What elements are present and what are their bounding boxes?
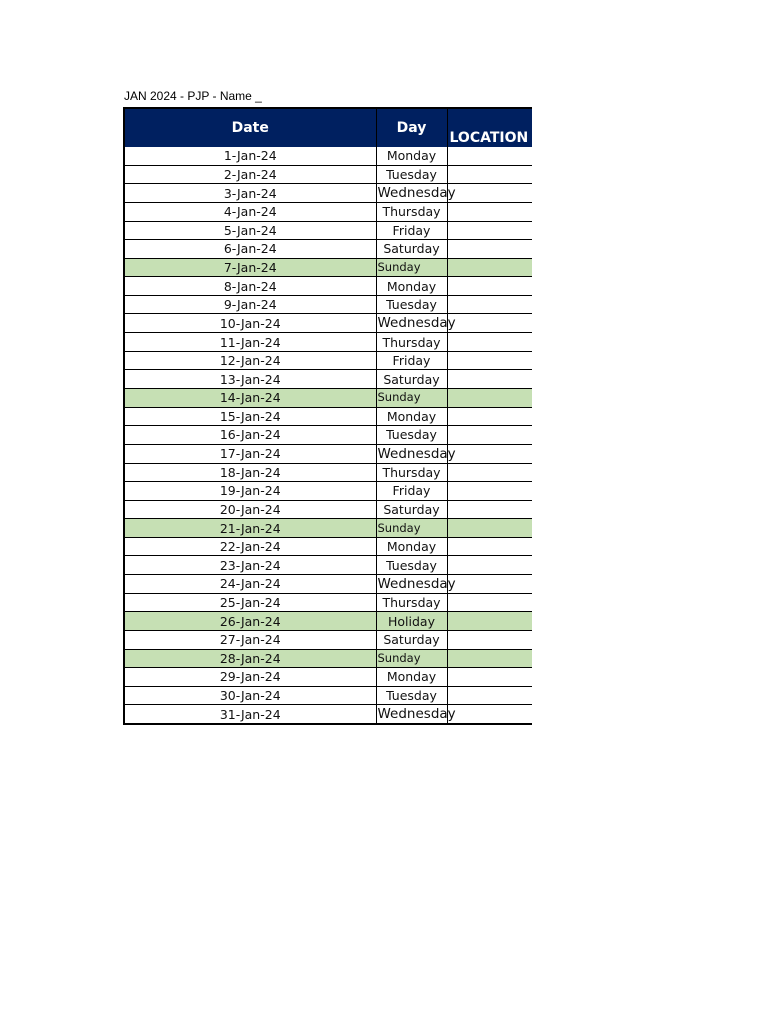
date-cell[interactable]: 5-Jan-24 bbox=[124, 221, 376, 240]
header-row bbox=[124, 108, 532, 147]
location-cell[interactable] bbox=[447, 593, 532, 612]
date-cell[interactable]: 21-Jan-24 bbox=[124, 519, 376, 538]
table-row bbox=[124, 295, 532, 314]
table-row bbox=[124, 314, 532, 333]
day-cell[interactable] bbox=[376, 370, 447, 389]
date-cell[interactable]: 28-Jan-24 bbox=[124, 649, 376, 668]
day-cell[interactable] bbox=[376, 444, 456, 463]
date-cell[interactable]: 30-Jan-24 bbox=[124, 686, 376, 705]
location-cell[interactable] bbox=[447, 574, 532, 593]
table-row bbox=[124, 184, 532, 203]
table-row bbox=[124, 333, 532, 352]
location-cell[interactable] bbox=[447, 500, 532, 519]
location-cell[interactable] bbox=[447, 519, 532, 538]
day-cell[interactable] bbox=[376, 333, 447, 352]
location-cell[interactable] bbox=[447, 258, 532, 277]
day-label: Friday bbox=[392, 222, 431, 238]
table-row bbox=[124, 389, 532, 408]
day-label: Monday bbox=[386, 148, 437, 164]
day-cell[interactable] bbox=[376, 165, 447, 184]
day-cell[interactable] bbox=[376, 351, 447, 370]
day-cell[interactable] bbox=[376, 314, 456, 333]
location-cell[interactable] bbox=[447, 351, 532, 370]
table-row bbox=[124, 203, 532, 222]
location-cell[interactable] bbox=[447, 370, 532, 389]
day-cell[interactable] bbox=[376, 631, 447, 650]
date-cell[interactable]: 4-Jan-24 bbox=[124, 203, 376, 222]
sheet-caption: JAN 2024 - PJP - Name _ bbox=[124, 89, 262, 103]
day-label: Wednesday bbox=[377, 185, 456, 202]
location-cell[interactable] bbox=[447, 407, 532, 426]
day-cell[interactable] bbox=[376, 668, 447, 687]
date-cell[interactable]: 11-Jan-24 bbox=[124, 333, 376, 352]
table-row bbox=[124, 482, 532, 501]
table-row bbox=[124, 221, 532, 240]
location-cell[interactable] bbox=[447, 463, 532, 482]
date-cell[interactable]: 17-Jan-24 bbox=[124, 444, 376, 463]
date-cell[interactable]: 13-Jan-24 bbox=[124, 370, 376, 389]
date-cell[interactable]: 2-Jan-24 bbox=[124, 165, 376, 184]
day-label: Tuesday bbox=[386, 297, 437, 313]
day-label: Saturday bbox=[383, 371, 440, 387]
column-header-date: Date bbox=[124, 108, 376, 147]
table-row bbox=[124, 556, 532, 575]
date-cell[interactable]: 12-Jan-24 bbox=[124, 351, 376, 370]
date-cell[interactable]: 6-Jan-24 bbox=[124, 240, 376, 259]
location-cell[interactable] bbox=[447, 612, 532, 631]
day-label: Saturday bbox=[383, 632, 440, 648]
date-cell[interactable]: 26-Jan-24 bbox=[124, 612, 376, 631]
day-label: Wednesday bbox=[377, 445, 456, 462]
day-cell[interactable] bbox=[376, 705, 456, 725]
day-label: Sunday bbox=[377, 650, 421, 665]
location-cell[interactable] bbox=[447, 147, 532, 165]
table-row bbox=[124, 686, 532, 705]
location-cell[interactable] bbox=[447, 668, 532, 687]
date-cell[interactable]: 31-Jan-24 bbox=[124, 705, 376, 725]
date-cell[interactable]: 24-Jan-24 bbox=[124, 574, 376, 593]
day-cell[interactable] bbox=[376, 556, 447, 575]
date-cell[interactable]: 25-Jan-24 bbox=[124, 593, 376, 612]
date-cell[interactable]: 22-Jan-24 bbox=[124, 537, 376, 556]
table-row bbox=[124, 574, 532, 593]
table-row bbox=[124, 631, 532, 650]
date-cell[interactable]: 18-Jan-24 bbox=[124, 463, 376, 482]
table-row bbox=[124, 649, 532, 668]
date-cell[interactable]: 23-Jan-24 bbox=[124, 556, 376, 575]
date-cell[interactable]: 7-Jan-24 bbox=[124, 258, 376, 277]
day-label: Saturday bbox=[383, 502, 440, 518]
location-cell[interactable] bbox=[447, 203, 532, 222]
column-header-day: Day bbox=[376, 108, 447, 147]
date-cell[interactable]: 3-Jan-24 bbox=[124, 184, 376, 203]
day-label: Monday bbox=[386, 669, 437, 685]
day-cell[interactable] bbox=[376, 184, 456, 203]
day-cell[interactable] bbox=[376, 240, 447, 259]
day-label: Friday bbox=[392, 353, 431, 369]
schedule-body bbox=[124, 147, 532, 724]
day-cell[interactable] bbox=[376, 537, 447, 556]
table-row bbox=[124, 612, 532, 631]
date-cell[interactable]: 14-Jan-24 bbox=[124, 389, 376, 408]
table-row bbox=[124, 277, 532, 296]
day-label: Holiday bbox=[388, 613, 435, 629]
day-label: Friday bbox=[392, 483, 431, 499]
location-cell[interactable] bbox=[447, 631, 532, 650]
location-cell[interactable] bbox=[447, 314, 532, 333]
day-label: Sunday bbox=[377, 260, 421, 274]
day-cell[interactable] bbox=[376, 147, 447, 165]
schedule-table bbox=[123, 107, 532, 725]
day-label: Thursday bbox=[382, 595, 441, 611]
table-row bbox=[124, 705, 532, 725]
location-cell[interactable] bbox=[447, 295, 532, 314]
day-label: Saturday bbox=[383, 241, 440, 257]
table-row bbox=[124, 407, 532, 426]
day-label: Thursday bbox=[382, 464, 441, 480]
day-label: Thursday bbox=[382, 204, 441, 220]
table-row bbox=[124, 147, 532, 165]
table-row bbox=[124, 593, 532, 612]
day-cell[interactable] bbox=[376, 593, 447, 612]
day-cell[interactable] bbox=[376, 407, 447, 426]
table-row bbox=[124, 258, 532, 277]
day-cell[interactable] bbox=[376, 482, 447, 501]
day-label: Tuesday bbox=[386, 687, 437, 703]
date-cell[interactable]: 16-Jan-24 bbox=[124, 426, 376, 445]
date-cell[interactable]: 8-Jan-24 bbox=[124, 277, 376, 296]
table-row bbox=[124, 519, 532, 538]
table-row bbox=[124, 500, 532, 519]
column-header-location: LOCATION bbox=[447, 108, 532, 147]
location-cell[interactable] bbox=[447, 333, 532, 352]
location-cell[interactable] bbox=[447, 240, 532, 259]
day-cell[interactable] bbox=[376, 686, 447, 705]
table-row bbox=[124, 240, 532, 259]
location-cell[interactable] bbox=[447, 482, 532, 501]
day-label: Sunday bbox=[377, 390, 421, 405]
day-label: Monday bbox=[386, 539, 437, 555]
day-cell[interactable] bbox=[376, 574, 456, 593]
location-cell[interactable] bbox=[447, 556, 532, 575]
table-row bbox=[124, 351, 532, 370]
date-cell[interactable]: 9-Jan-24 bbox=[124, 295, 376, 314]
day-cell[interactable] bbox=[376, 221, 447, 240]
location-cell[interactable] bbox=[447, 184, 532, 203]
location-cell[interactable] bbox=[447, 221, 532, 240]
table-row bbox=[124, 463, 532, 482]
day-label: Wednesday bbox=[377, 315, 456, 332]
table-row bbox=[124, 537, 532, 556]
date-cell[interactable]: 29-Jan-24 bbox=[124, 668, 376, 687]
date-cell[interactable]: 15-Jan-24 bbox=[124, 407, 376, 426]
day-cell[interactable] bbox=[376, 426, 447, 445]
location-cell[interactable] bbox=[447, 277, 532, 296]
location-cell[interactable] bbox=[447, 705, 532, 725]
location-cell[interactable] bbox=[447, 649, 532, 668]
day-label: Sunday bbox=[377, 520, 421, 535]
table-row bbox=[124, 444, 532, 463]
day-cell[interactable] bbox=[376, 500, 447, 519]
day-cell[interactable] bbox=[376, 258, 447, 277]
table-row bbox=[124, 370, 532, 389]
location-cell[interactable] bbox=[447, 165, 532, 184]
day-label: Monday bbox=[386, 408, 437, 424]
day-cell[interactable] bbox=[376, 295, 447, 314]
location-cell[interactable] bbox=[447, 426, 532, 445]
table-row bbox=[124, 668, 532, 687]
day-label: Wednesday bbox=[377, 706, 456, 723]
date-cell[interactable]: 27-Jan-24 bbox=[124, 631, 376, 650]
date-cell[interactable]: 1-Jan-24 bbox=[124, 147, 376, 165]
day-label: Thursday bbox=[382, 334, 441, 350]
date-cell[interactable]: 20-Jan-24 bbox=[124, 500, 376, 519]
table-row bbox=[124, 165, 532, 184]
schedule-sheet bbox=[123, 107, 531, 725]
location-cell[interactable] bbox=[447, 537, 532, 556]
date-cell[interactable]: 19-Jan-24 bbox=[124, 482, 376, 501]
day-label: Tuesday bbox=[386, 427, 437, 443]
day-cell[interactable] bbox=[376, 649, 447, 668]
day-label: Wednesday bbox=[377, 575, 456, 592]
day-cell[interactable] bbox=[376, 203, 447, 222]
location-cell[interactable] bbox=[447, 389, 532, 408]
location-cell[interactable] bbox=[447, 686, 532, 705]
day-cell[interactable] bbox=[376, 519, 447, 538]
day-cell[interactable] bbox=[376, 612, 447, 631]
location-cell[interactable] bbox=[447, 444, 532, 463]
day-cell[interactable] bbox=[376, 277, 447, 296]
day-label: Tuesday bbox=[386, 557, 437, 573]
day-cell[interactable] bbox=[376, 463, 447, 482]
table-row bbox=[124, 426, 532, 445]
date-cell[interactable]: 10-Jan-24 bbox=[124, 314, 376, 333]
day-cell[interactable] bbox=[376, 389, 447, 408]
day-label: Monday bbox=[386, 278, 437, 294]
day-label: Tuesday bbox=[386, 166, 437, 182]
